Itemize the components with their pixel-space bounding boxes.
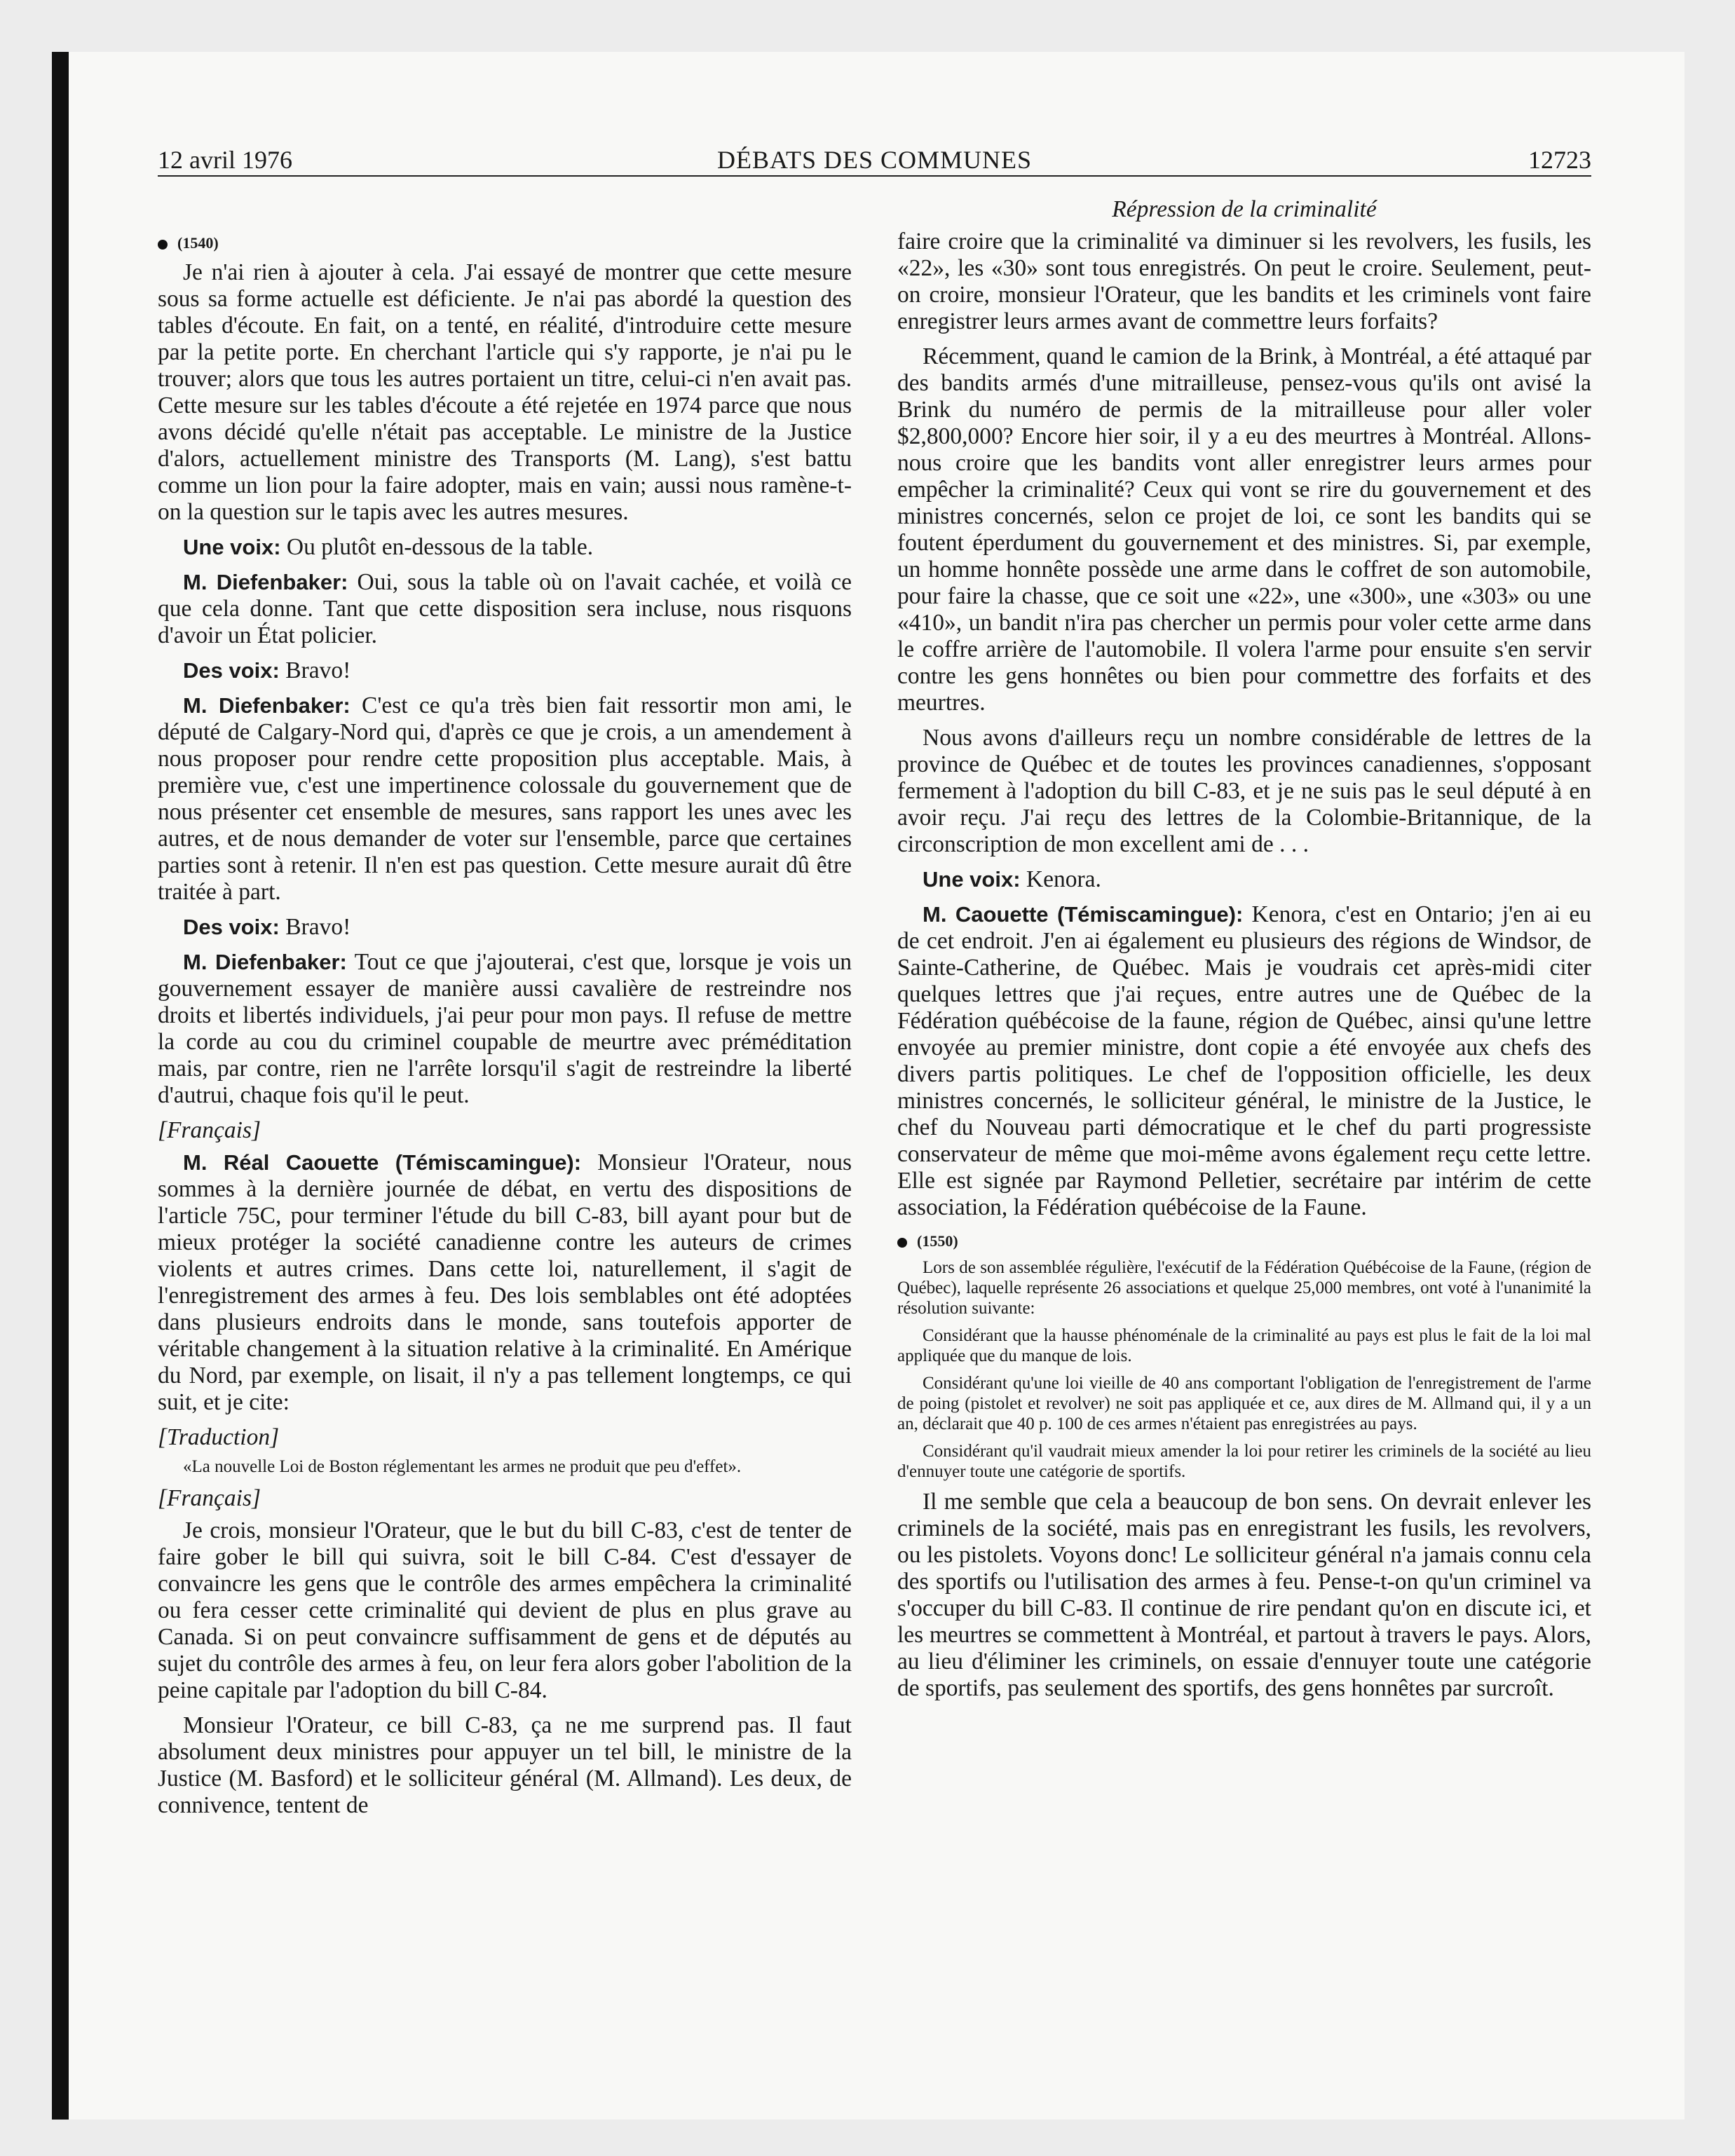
resolution-text: Lors de son assemblée régulière, l'exécutif de la Fédération Québécoise de la Faune, (région de Québec), laquelle représente 26 associations et quelque 25,000 membres, ont voté à l'unanimité la résolution suivante:	[897, 1258, 1591, 1318]
left-column	[158, 196, 852, 1827]
speaker: M. Caouette (Témiscamingue):	[923, 902, 1244, 927]
speaker: M. Diefenbaker:	[183, 950, 347, 974]
paragraph: faire croire que la criminalité va diminuer si les revolvers, les fusils, les «22», les «30» sont tous enregistrés. On peut le croire. Seulement, peut-on croire, monsieur l'Orateur, que les bandits et les criminels vont faire enregistrer leurs armes avant de commettre leurs forfaits?	[897, 228, 1591, 334]
language-tag: [Traduction]	[158, 1424, 280, 1450]
bullet-icon	[158, 240, 168, 250]
paragraph: Je n'ai rien à ajouter à cela. J'ai essayé de montrer que cette mesure sous sa forme actuelle est déficiente. Je n'ai pas abordé la question des tables d'écoute. En fait, on a tenté, en réalité, d'introduire cette mesure par la petite porte. En cherchant l'article qui s'y rapporte, je n'ai pu le trouver; alors que tous les autres portaient un titre, celui-ci n'en avait pas. Cette mesure sur les tables d'écoute a été rejetée en 1974 parce que nous avons décidé qu'elle n'était pas acceptable. Le ministre de la Justice d'alors, actuellement ministre des Transports (M. Lang), s'est battu comme un lion pour la faire adopter, mais en vain; aussi nous ramène-t-on la question sur le tapis avec les autres mesures.	[158, 259, 852, 525]
header-rule	[158, 175, 1591, 177]
paragraph: Une voix: Kenora.	[923, 866, 1101, 892]
scan-edge	[52, 52, 69, 2120]
paragraph: Récemment, quand le camion de la Brink, à Montréal, a été attaqué par des bandits armés d'une mitrailleuse, pensez-vous qu'ils ont avisé la Brink du numéro de permis de la mitrailleuse pour aller voler $2,800,000? Encore hier soir, il y a eu des meurtres à Montréal. Allons-nous croire que les bandits vont aller enregistrer leurs armes pour empêcher la criminalité? Ceux qui vont se rire du gouvernement et des ministres concernés, selon ce projet de loi, ce sont les bandits qui se foutent éperdument du gouvernement et des ministres. Si, par exemple, un homme honnête possède une arme dans le coffret de son automobile, pour faire la chasse, que ce soit une «22», une «300», une «303» ou une «410», un bandit n'ira pas chercher un permis pour voler cette arme dans le coffre arrière de l'automobile. Il volera l'arme pour ensuite s'en servir contre les gens honnêtes ou bien pour commettre des forfaits et des meurtres.	[897, 343, 1591, 716]
page-header	[158, 143, 1591, 177]
paragraph: M. Réal Caouette (Témiscamingue): Monsieur l'Orateur, nous sommes à la dernière journée de débat, en vertu des dispositions de l'article 75C, pour terminer l'étude du bill C-83, bill ayant pour but de mieux protéger la société canadienne contre les auteurs de crimes violents et autres crimes. Dans cette loi, naturellement, il s'agit de l'enregistrement des armes à feu. Des lois semblables ont été adoptées dans plusieurs endroits dans le monde, sans toutefois apporter de véritable changement à la situation relative à la criminalité. En Amérique du Nord, par exemple, on lisait, il n'y a pas tellement longtemps, ce qui suit, et je cite:	[158, 1149, 852, 1415]
speaker: Des voix:	[183, 915, 280, 939]
paragraph: M. Caouette (Témiscamingue): Kenora, c'est en Ontario; j'en ai eu de cet endroit. J'en ai également eu plusieurs des régions de Windsor, de Sainte-Catherine, de Québec. Mais je voudrais cet après-midi citer quelques lettres que j'ai reçues, entre autres une de Québec de la Fédération québécoise de la faune, région de Québec, ainsi qu'une lettre envoyée au premier ministre, dont copie a été envoyée aux chefs des divers partis politiques. Le chef de l'opposition officielle, les deux ministres concernés, le solliciteur général, le ministre de la Justice, le chef du Nouveau parti démocratique et le chef du parti progressiste conservateur de même que moi-même avons également reçu cette lettre. Elle est signée par Raymond Pelletier, secrétaire par intérim de cette association, la Fédération québécoise de la Faune.	[897, 901, 1591, 1220]
resolution-text: Considérant qu'il vaudrait mieux amender la loi pour retirer les criminels de la société au lieu d'ennuyer toute une catégorie de sportifs.	[897, 1442, 1591, 1481]
paragraph: Des voix: Bravo!	[183, 914, 351, 940]
time-marker: (1540)	[158, 233, 852, 254]
paragraph: Des voix: Bravo!	[183, 657, 351, 683]
paragraph: Monsieur l'Orateur, ce bill C-83, ça ne me surprend pas. Il faut absolument deux ministres pour appuyer un tel bill, le ministre de la Justice (M. Basford) et le solliciteur général (M. Allmand). Les deux, de connivence, tentent de	[158, 1712, 852, 1818]
paragraph: M. Diefenbaker: Tout ce que j'ajouterai, c'est que, lorsque je vois un gouvernement essayer de manière aussi cavalière de restreindre nos droits et libertés individuels, j'ai peur pour mon pays. Il refuse de mettre la corde au cou du criminel coupable de meurtre avec préméditation mais, par contre, rien ne l'arrête lorsqu'il s'agit de restreindre la liberté d'autrui, chaque fois qu'il le peut.	[158, 949, 852, 1108]
header-title: DÉBATS DES COMMUNES	[716, 146, 1033, 174]
running-head: Répression de la criminalité	[1112, 196, 1377, 222]
time-marker: (1550)	[897, 1231, 1591, 1252]
paragraph: Il me semble que cela a beaucoup de bon sens. On devrait enlever les criminels de la société, mais pas en enregistrant les fusils, les revolvers, ou les pistolets. Voyons donc! Le solliciteur général n'a jamais connu cela des sportifs ou l'utilisation des armes à feu. Pense-t-on qu'un criminel va s'occuper du bill C-83. Il continue de rire pendant qu'on en discute ici, et les meurtres se commettent à Montréal, et partout à travers le pays. Alors, au lieu d'éliminer les criminels, on essaie d'ennuyer toute une catégorie de sportifs, pas seulement des sportifs, des gens honnêtes par surcroît.	[897, 1489, 1591, 1701]
resolution-text: Considérant qu'une loi vieille de 40 ans comportant l'obligation de l'enregistrement de l'arme de poing (pistolet et revolver) ne soit pas appliquée et ce, aux dires de M. Allmand qui, il y a un an, déclarait que 40 p. 100 de ces armes n'étaient pas enregistrées au pays.	[897, 1374, 1591, 1433]
paragraph: M. Diefenbaker: Oui, sous la table où on l'avait cachée, et voilà ce que cela donne. Tant que cette disposition sera incluse, nous risquons d'avoir un État policier.	[158, 569, 852, 648]
right-column	[897, 196, 1591, 1710]
page-number: 12723	[1528, 146, 1591, 174]
header-date: 12 avril 1976	[158, 146, 292, 174]
paragraph: Une voix: Ou plutôt en-dessous de la table.	[183, 534, 594, 560]
language-tag: [Français]	[158, 1485, 261, 1511]
speaker: M. Réal Caouette (Témiscamingue):	[183, 1150, 582, 1175]
speaker: M. Diefenbaker:	[183, 693, 351, 718]
paragraph: Je crois, monsieur l'Orateur, que le but du bill C-83, c'est de tenter de faire gober le bill qui suivra, soit le bill C-84. C'est d'essayer de convaincre les gens que le contrôle des armes empêchera la criminalité ou fera cesser cette criminalité qui devient de plus en plus grave au Canada. Si on peut convaincre suffisamment de gens et de députés au sujet du contrôle des armes à feu, on leur fera alors gober l'abolition de la peine capitale par l'adoption du bill C-84.	[158, 1517, 852, 1703]
resolution-text: Considérant que la hausse phénoménale de la criminalité au pays est plus le fait de la loi mal appliquée que du manque de lois.	[897, 1326, 1591, 1365]
speaker: Des voix:	[183, 658, 280, 683]
bullet-icon	[897, 1238, 907, 1248]
speaker: Une voix:	[183, 535, 281, 559]
paragraph: Nous avons d'ailleurs reçu un nombre considérable de lettres de la province de Québec et de toutes les provinces canadiennes, s'opposant fermement à l'adoption du bill C-83, et je ne suis pas le seul député à en avoir reçu. J'ai reçu des lettres de la Colombie-Britannique, de la circonscription de mon excellent ami de . . .	[897, 725, 1591, 857]
paragraph: M. Diefenbaker: C'est ce qu'a très bien fait ressortir mon ami, le député de Calgary-Nord qui, d'après ce que je crois, a un amendement à nous proposer pour rendre cette proposition plus acceptable. Mais, à première vue, c'est une impertinence colossale du gouvernement que de nous présenter cet ensemble de mesures, sans rapport les unes avec les autres, et de nous demander de voter sur l'ensemble, parce que certaines parties sont à retenir. Il n'en est pas question. Cette mesure aurait dû être traitée à part.	[158, 692, 852, 905]
quotation: «La nouvelle Loi de Boston réglementant les armes ne produit que peu d'effet».	[183, 1457, 742, 1476]
speaker: M. Diefenbaker:	[183, 570, 348, 594]
language-tag: [Français]	[158, 1117, 261, 1143]
speaker: Une voix:	[923, 867, 1021, 892]
